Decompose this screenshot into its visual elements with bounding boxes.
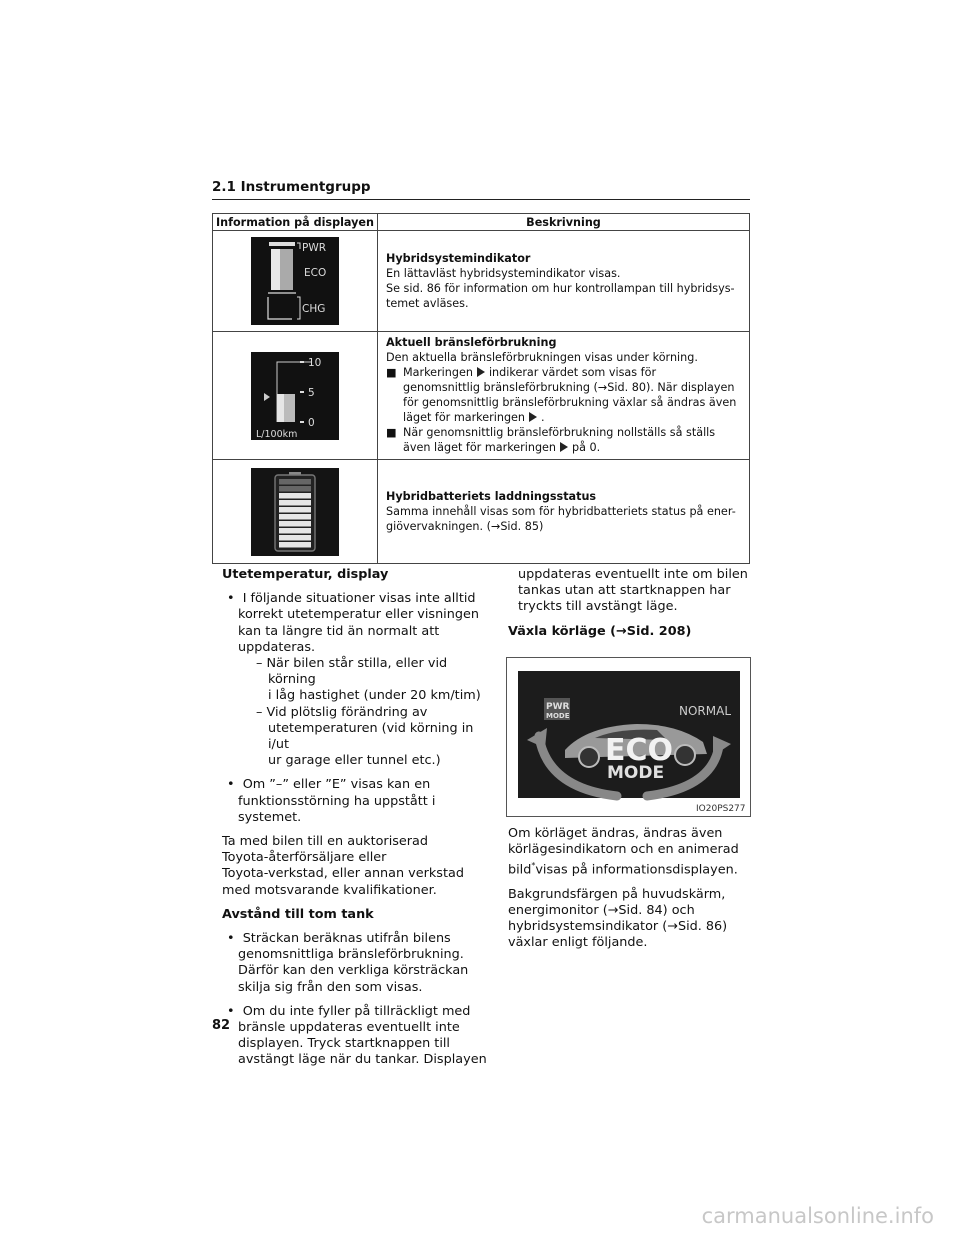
row-title: Hybridsystemindikator: [386, 251, 531, 265]
battery-cell: [279, 514, 311, 520]
list-text: Därför kan den verkliga körsträckan: [238, 963, 469, 979]
heading-outside-temperature: Utetemperatur, display: [222, 567, 389, 582]
fuel-consumption-image-cell: [213, 332, 378, 460]
list-text: – Vid plötslig förändring av: [256, 704, 428, 720]
header-display-info: Information på displayen: [213, 214, 378, 231]
heading-distance-to-empty: Avstånd till tom tank: [222, 906, 374, 922]
normal-mode-label: NORMAL: [679, 704, 732, 718]
battery-status-image-cell: [213, 460, 378, 564]
eco-mode-label-2: MODE: [607, 763, 665, 783]
marker-icon: [529, 412, 537, 422]
sub-list-item: [238, 705, 487, 770]
list-text: skilja sig från den som visas.: [238, 979, 423, 995]
battery-cell: [279, 542, 311, 548]
hybrid-indicator-image: [251, 237, 339, 325]
paragraph-text: Ta med bilen till en auktoriserad: [222, 834, 429, 850]
list-text: korrekt utetemperatur eller visningen: [238, 607, 479, 623]
bullet-item: [386, 425, 743, 455]
paragraph-text: Toyota-återförsäljare eller: [222, 850, 387, 866]
pwr-mode-label: PWR: [546, 702, 570, 712]
list-text: i låg hastighet (under 20 km/tim): [268, 688, 481, 704]
battery-cell: [279, 535, 311, 541]
list-item: • I följande situationer visas inte alltid korrekt utetemperatur eller visningen kan ta längre tid än normalt att uppdateras. – När bilen står stilla, eller vid körning i låg hastighet (under 20 km/tim) – Vid plötslig förändring av utetemperaturen (vid körning in i/ut ur garage eller tunnel etc.): [222, 591, 487, 769]
bullet-text: läget för markeringen: [403, 411, 526, 424]
list-text: displayen. Tryck startknappen till: [238, 1036, 450, 1052]
chg-label: CHG: [302, 303, 326, 315]
drive-mode-image-frame: [506, 657, 751, 817]
row-text-line: Se sid. 86 för information om hur kontrollampan till hybridsys-: [386, 281, 735, 295]
paragraph-text: växlar enligt följande.: [508, 935, 648, 951]
heading-drive-mode: Växla körläge (→Sid. 208): [508, 623, 692, 639]
paragraph: [508, 826, 753, 879]
square-bullet-icon: ■: [386, 426, 397, 439]
bullet-text: även läget för markeringen: [403, 441, 557, 454]
bullet-item: [386, 365, 743, 425]
bullet-text: indikerar värdet som visas för: [488, 366, 657, 379]
image-code: IO20PS277: [696, 804, 746, 814]
table-row: [213, 332, 750, 460]
page-number: 82: [212, 1018, 231, 1033]
list-text: bränsle uppdateras eventuellt inte: [238, 1020, 460, 1036]
list-text: utetemperaturen (vid körning in i/ut: [268, 720, 474, 753]
table-row: [213, 460, 750, 564]
bullet-text: Markeringen: [403, 366, 473, 379]
paragraph-text: visas på informationsdisplayen.: [535, 862, 738, 878]
drive-mode-image: [507, 658, 750, 816]
left-column: [222, 567, 487, 1077]
paragraph-text: bild: [508, 862, 532, 878]
paragraph-text: Om körläget ändras, ändras även: [508, 826, 723, 841]
battery-cell: [279, 493, 311, 499]
unit-label: L/100km: [256, 428, 298, 440]
bullet-text: på 0.: [572, 441, 601, 454]
tick-label-5: 5: [308, 386, 315, 399]
list-text: Sträckan beräknas utifrån bilens: [242, 931, 451, 947]
fuel-consumption-gauge-image: [251, 352, 339, 440]
paragraph-text: uppdateras eventuellt inte om bilen: [518, 567, 748, 582]
bullet-text: När genomsnittlig bränsleförbrukning nollställs så ställs: [403, 426, 716, 439]
sub-list-item: [238, 656, 487, 705]
paragraph-text: Toyota-verkstad, eller annan verkstad: [222, 866, 464, 882]
list-text: I följande situationer visas inte alltid: [242, 591, 476, 607]
tick-label-10: 10: [308, 356, 322, 369]
list-text: Om ”–” eller ”E” visas kan en: [242, 777, 431, 793]
list-text: – När bilen står stilla, eller vid körning: [256, 656, 448, 688]
continued-paragraph: [508, 567, 753, 616]
paragraph-text: körlägesindikatorn och en animerad: [508, 842, 739, 858]
tick-label-0: 0: [308, 416, 315, 429]
row-text-line: giövervakningen. (→Sid. 85): [386, 519, 544, 533]
footnote-mark: *: [531, 861, 536, 871]
list-text: kan ta längre tid än normalt att: [238, 623, 440, 639]
eco-label: ECO: [304, 267, 327, 279]
right-column-lower: [508, 826, 753, 960]
right-column: [508, 567, 753, 648]
list-text: systemet.: [238, 809, 302, 825]
list-text: ur garage eller tunnel etc.): [268, 753, 441, 769]
row-text-line: Samma innehåll visas som för hybridbatteriets status på ener-: [386, 504, 736, 518]
square-bullet-icon: ■: [386, 366, 397, 379]
row-title: Hybridbatteriets laddningsstatus: [386, 489, 597, 503]
list-text: genomsnittliga bränsleförbrukning.: [238, 947, 464, 963]
list-text: Om du inte fyller på tillräckligt med: [242, 1003, 471, 1019]
list-text: uppdateras.: [238, 639, 316, 655]
battery-cell: [279, 521, 311, 527]
battery-status-image: [251, 468, 339, 556]
bullet-text: för genomsnittlig bränsleförbrukning växlar så ändras även: [403, 396, 737, 409]
battery-cell: [279, 500, 311, 506]
table-header-row: [213, 214, 750, 231]
battery-cell: [279, 479, 311, 485]
hybrid-indicator-description: [378, 231, 750, 332]
table-row: [213, 231, 750, 332]
list-item: • Om du inte fyller på tillräckligt med bränsle uppdateras eventuellt inte displayen. Tryck startknappen till avstängt läge när du tankar. Displayen: [227, 1003, 487, 1068]
row-text-line: En lättavläst hybridsystemindikator visas.: [386, 266, 621, 280]
marker-icon: [477, 367, 485, 377]
paragraph-text: energimonitor (→Sid. 84) och: [508, 903, 695, 919]
paragraph-text: med motsvarande kvalifikationer.: [222, 882, 437, 898]
marker-icon: [560, 442, 568, 452]
hybrid-indicator-image-cell: [213, 231, 378, 332]
battery-status-description: [378, 460, 750, 564]
battery-cell: [279, 486, 311, 492]
watermark: carmanualsonline.info: [701, 1204, 934, 1228]
display-info-table: [212, 213, 750, 564]
eco-mode-label: ECO: [605, 733, 674, 768]
battery-cell: [279, 528, 311, 534]
section-title: 2.1 Instrumentgrupp: [212, 179, 750, 200]
paragraph-text: tryckts till avstängt läge.: [518, 599, 678, 615]
list-item: • Om ”–” eller ”E” visas kan en funktionsstörning ha uppstått i systemet.: [227, 777, 436, 825]
battery-cell: [279, 507, 311, 513]
list-text: funktionsstörning ha uppstått i: [238, 793, 436, 809]
bullet-text: genomsnittlig bränsleförbrukning (→Sid. 80). När displayen: [403, 381, 735, 394]
paragraph-text: hybridsystemsindikator (→Sid. 86): [508, 919, 728, 935]
header-description: Beskrivning: [378, 214, 750, 231]
paragraph: [222, 834, 487, 899]
pwr-mode-label-2: MODE: [546, 712, 570, 720]
paragraph: [508, 887, 753, 952]
fuel-consumption-description: [378, 332, 750, 460]
bullet-text: .: [541, 411, 545, 424]
row-text-line: Den aktuella bränsleförbrukningen visas under körning.: [386, 351, 698, 364]
row-title: Aktuell bränsleförbrukning: [386, 336, 557, 349]
paragraph-text: tankas utan att startknappen har: [518, 583, 731, 599]
pwr-label: PWR: [302, 242, 327, 254]
paragraph-text: Bakgrundsfärgen på huvudskärm,: [508, 886, 726, 902]
list-item: • Sträckan beräknas utifrån bilens genomsnittliga bränsleförbrukning. Därför kan den verkliga körsträckan skilja sig från den som visas.: [227, 931, 469, 995]
list-text: avstängt läge när du tankar. Displayen: [238, 1052, 487, 1068]
row-text-line: temet avläses.: [386, 296, 469, 310]
